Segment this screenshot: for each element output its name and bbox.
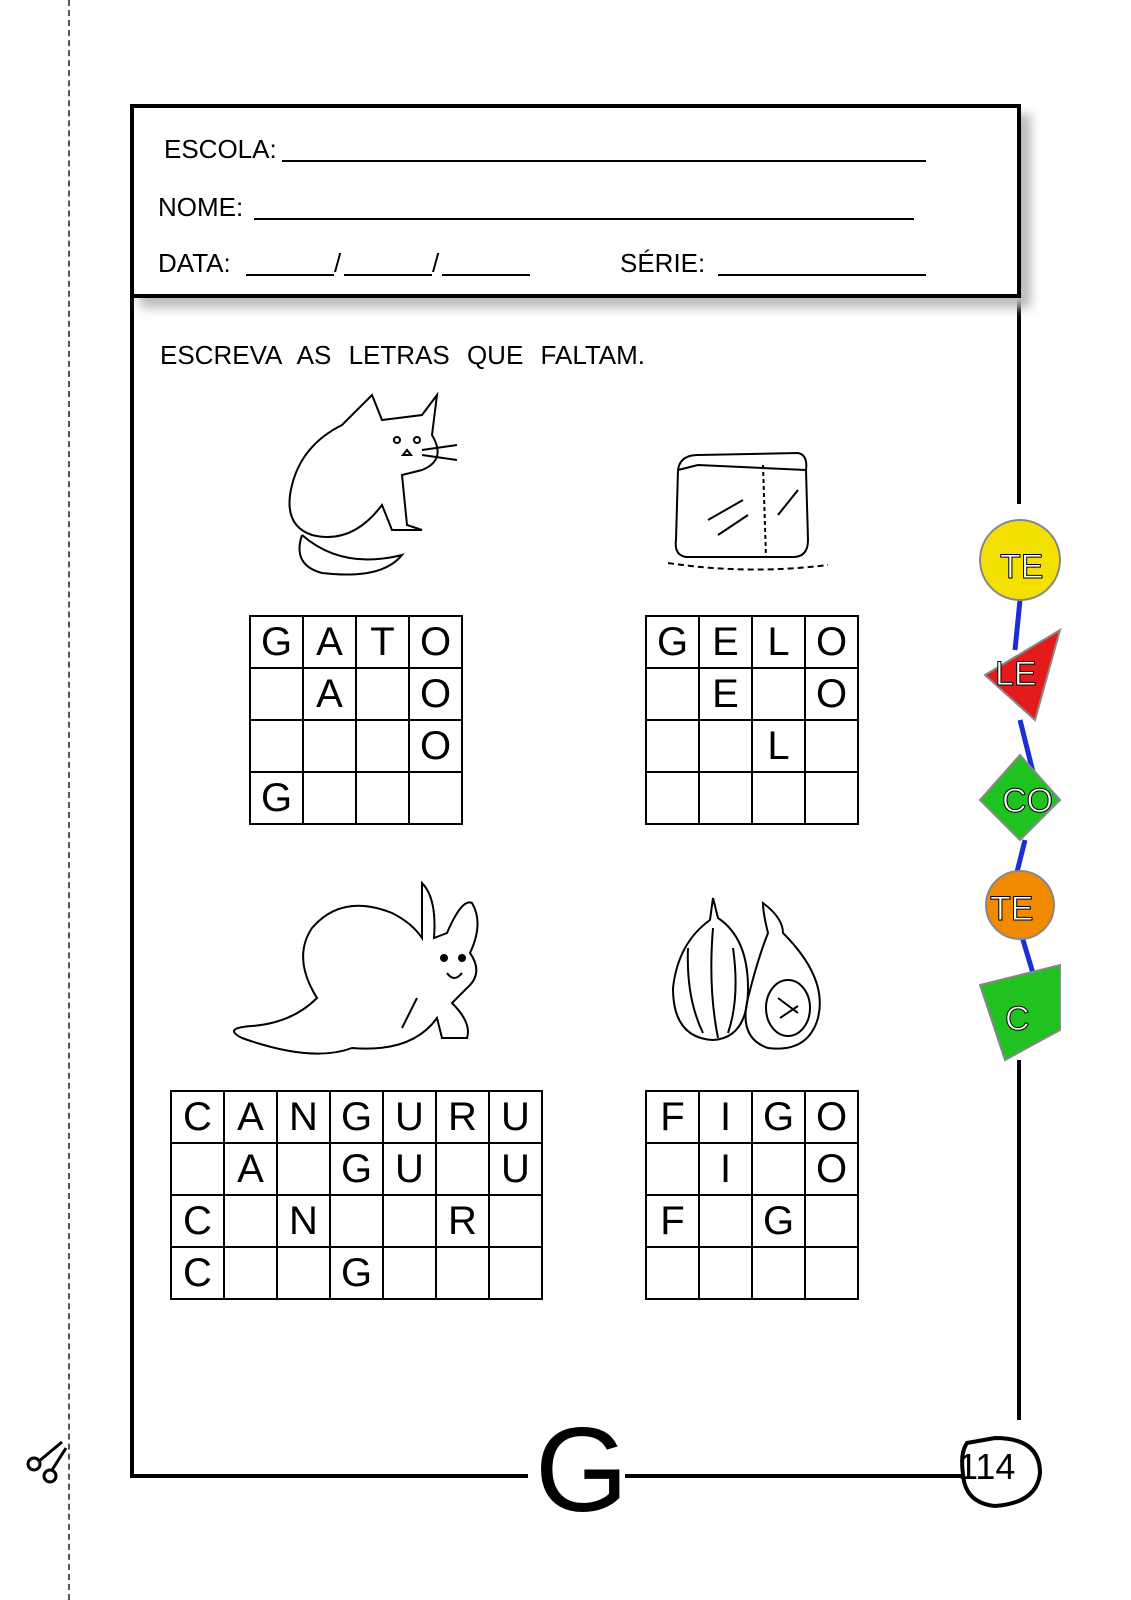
grid-cell[interactable]: [646, 668, 699, 720]
grid-cell[interactable]: [699, 772, 752, 824]
grid-cell[interactable]: [489, 1247, 542, 1299]
grid-cell[interactable]: [356, 668, 409, 720]
grade-field[interactable]: [718, 274, 926, 276]
grid-cell[interactable]: U: [489, 1143, 542, 1195]
grid-cell[interactable]: [383, 1195, 436, 1247]
syllable-badges: [975, 510, 1075, 1070]
date-year-field[interactable]: [442, 274, 530, 276]
grid-cell[interactable]: F: [646, 1195, 699, 1247]
grid-cell[interactable]: [436, 1143, 489, 1195]
grid-cell[interactable]: [752, 1247, 805, 1299]
instruction-text: ESCREVA AS LETRAS QUE FALTAM.: [160, 340, 646, 370]
badge-label: LE: [995, 655, 1037, 693]
grid-cell[interactable]: [699, 1247, 752, 1299]
grid-cell[interactable]: [330, 1195, 383, 1247]
grid-cell[interactable]: [224, 1247, 277, 1299]
grid-cell[interactable]: [805, 1195, 858, 1247]
grid-cell[interactable]: R: [436, 1091, 489, 1143]
grid-cell[interactable]: E: [699, 616, 752, 668]
footer-letter: G: [535, 1403, 629, 1537]
grid-cell[interactable]: G: [330, 1091, 383, 1143]
grid-cell[interactable]: N: [277, 1195, 330, 1247]
grid-cell[interactable]: A: [303, 668, 356, 720]
badge-green-icon: [980, 965, 1060, 1060]
grid-cell[interactable]: [277, 1143, 330, 1195]
grid-cell[interactable]: I: [699, 1091, 752, 1143]
gato-grid: [249, 615, 463, 825]
badge-label: CO: [1002, 782, 1053, 820]
grid-cell[interactable]: [805, 1247, 858, 1299]
grid-cell[interactable]: E: [699, 668, 752, 720]
grid-cell[interactable]: C: [171, 1091, 224, 1143]
grid-cell[interactable]: [356, 720, 409, 772]
grade-label: SÉRIE:: [620, 248, 706, 278]
grid-cell[interactable]: [171, 1143, 224, 1195]
badge-green-icon: [980, 755, 1060, 840]
badge-yellow-icon: [980, 520, 1060, 600]
cut-line: [68, 0, 70, 1600]
grid-cell[interactable]: T: [356, 616, 409, 668]
date-label: DATA:: [158, 248, 231, 278]
grid-cell[interactable]: L: [752, 720, 805, 772]
badge-label: TE: [1000, 548, 1044, 586]
grid-cell[interactable]: A: [224, 1143, 277, 1195]
gelo-grid: [645, 615, 859, 825]
grid-cell[interactable]: R: [436, 1195, 489, 1247]
grid-cell[interactable]: [383, 1247, 436, 1299]
grid-cell[interactable]: [646, 1247, 699, 1299]
grid-cell[interactable]: [303, 720, 356, 772]
grid-cell[interactable]: G: [330, 1143, 383, 1195]
grid-cell[interactable]: [646, 772, 699, 824]
canguru-grid: [170, 1090, 543, 1300]
frame-edge: [1017, 1060, 1021, 1420]
grid-cell[interactable]: I: [699, 1143, 752, 1195]
grid-cell[interactable]: [752, 668, 805, 720]
name-field[interactable]: [254, 218, 914, 220]
grid-cell[interactable]: O: [409, 668, 462, 720]
grid-cell[interactable]: U: [489, 1091, 542, 1143]
grid-cell[interactable]: A: [303, 616, 356, 668]
grid-cell[interactable]: [224, 1195, 277, 1247]
school-field[interactable]: [282, 160, 926, 162]
grid-cell[interactable]: O: [805, 1143, 858, 1195]
badge-label: TE: [990, 890, 1034, 928]
grid-cell[interactable]: O: [409, 720, 462, 772]
school-label: ESCOLA:: [164, 134, 277, 164]
fig-illustration: [668, 888, 833, 1058]
grid-cell[interactable]: U: [383, 1143, 436, 1195]
grid-cell[interactable]: G: [752, 1195, 805, 1247]
grid-cell[interactable]: F: [646, 1091, 699, 1143]
page-number: 114: [958, 1446, 1016, 1487]
badge-red-icon: [985, 630, 1060, 720]
grid-cell[interactable]: [436, 1247, 489, 1299]
grid-cell[interactable]: G: [250, 616, 303, 668]
grid-cell[interactable]: O: [805, 668, 858, 720]
frame-edge: [130, 1474, 528, 1478]
scissors-icon: [22, 1438, 72, 1488]
ice-cube-illustration: [668, 445, 838, 595]
grid-cell[interactable]: [356, 772, 409, 824]
grid-cell[interactable]: C: [171, 1247, 224, 1299]
grid-cell[interactable]: [699, 720, 752, 772]
figo-grid: [645, 1090, 859, 1300]
grid-cell[interactable]: G: [330, 1247, 383, 1299]
date-separator: /: [334, 248, 342, 278]
grid-cell[interactable]: O: [805, 1091, 858, 1143]
grid-cell[interactable]: G: [250, 772, 303, 824]
grid-cell[interactable]: O: [409, 616, 462, 668]
grid-cell[interactable]: [277, 1247, 330, 1299]
grid-cell[interactable]: [646, 720, 699, 772]
grid-cell[interactable]: [409, 772, 462, 824]
grid-cell[interactable]: N: [277, 1091, 330, 1143]
cat-illustration: [282, 385, 462, 580]
grid-cell[interactable]: [250, 720, 303, 772]
badge-orange-icon: [986, 871, 1054, 939]
grid-cell[interactable]: [699, 1195, 752, 1247]
date-day-field[interactable]: [246, 274, 334, 276]
grid-cell[interactable]: [752, 1143, 805, 1195]
grid-cell[interactable]: [489, 1195, 542, 1247]
name-label: NOME:: [158, 192, 244, 222]
date-separator: /: [432, 248, 440, 278]
grid-cell[interactable]: [752, 772, 805, 824]
grid-cell[interactable]: [250, 668, 303, 720]
grid-cell[interactable]: [805, 772, 858, 824]
grid-cell[interactable]: C: [171, 1195, 224, 1247]
grid-cell[interactable]: A: [224, 1091, 277, 1143]
grid-cell[interactable]: [303, 772, 356, 824]
badge-label: C: [1005, 1000, 1030, 1038]
date-month-field[interactable]: [344, 274, 432, 276]
grid-cell[interactable]: G: [752, 1091, 805, 1143]
grid-cell[interactable]: L: [752, 616, 805, 668]
grid-cell[interactable]: U: [383, 1091, 436, 1143]
grid-cell[interactable]: O: [805, 616, 858, 668]
grid-cell[interactable]: [805, 720, 858, 772]
grid-cell[interactable]: G: [646, 616, 699, 668]
kangaroo-illustration: [222, 878, 492, 1073]
grid-cell[interactable]: [646, 1143, 699, 1195]
frame-edge: [625, 1474, 965, 1478]
